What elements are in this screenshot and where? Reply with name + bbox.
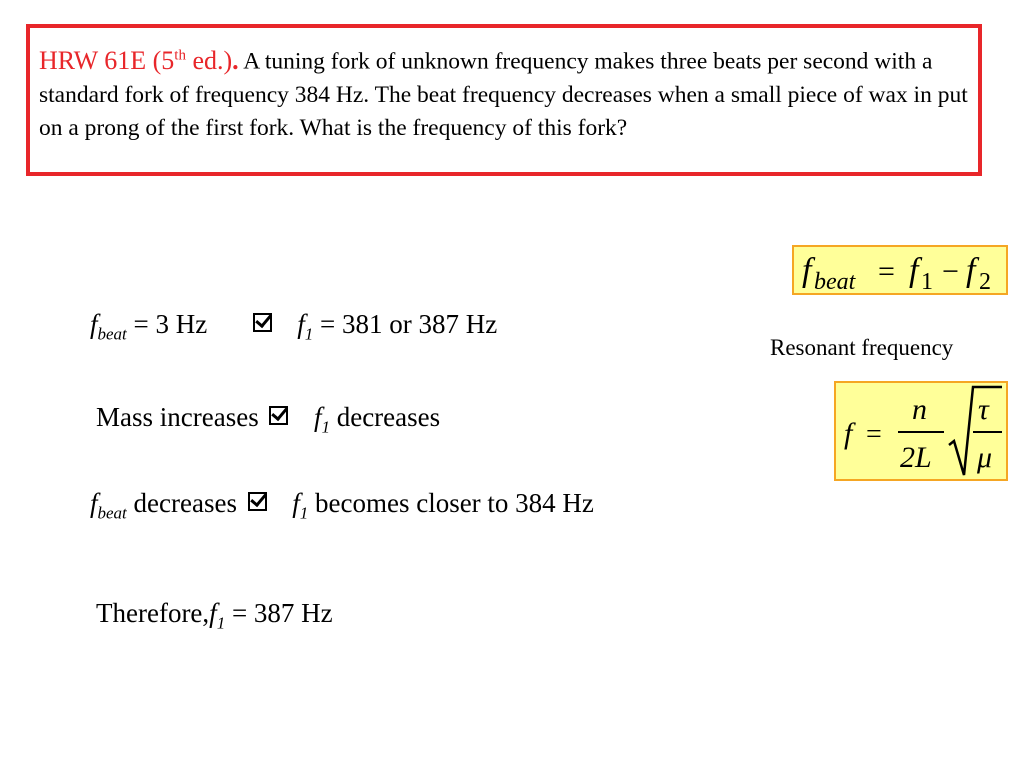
checkbox-arrow-icon (269, 406, 288, 425)
svg-text:=: = (878, 255, 895, 288)
beat-formula (794, 247, 1006, 293)
beat-decreases-line: $f_{beat}$ decreases $f_1$ becomes closer to 384 Hz (90, 488, 594, 523)
svg-text:f: f (909, 252, 919, 289)
svg-text:2L: 2L (900, 441, 932, 474)
mass-increases-line: Mass increases $f_1$ decreases (96, 402, 441, 437)
svg-text:1: 1 (921, 269, 933, 293)
svg-text:−: − (942, 255, 959, 288)
conclusion-line: $Therefore,f_1 = 387$ Hz (96, 598, 333, 633)
problem-statement-box (26, 24, 982, 176)
checkbox-arrow-icon (253, 313, 272, 332)
beat-formula-box (792, 245, 1008, 295)
resonant-frequency-label: Resonant frequency (770, 335, 954, 360)
svg-text:f: f (844, 417, 853, 450)
svg-text:f: f (966, 252, 976, 289)
svg-text:beat: beat (814, 269, 856, 293)
svg-text:=: = (866, 419, 882, 450)
problem-text: A tuning fork of unknown frequency makes three beats per second with a standard fork of frequency 384 Hz. The beat frequency decreases when a small piece of wax in put on a prong of the first fork. What is the frequency of this fork? (39, 48, 968, 141)
problem-title: HRW 61E (5th ed.). (39, 45, 239, 75)
svg-text:f: f (802, 252, 812, 289)
svg-text:n: n (912, 393, 927, 426)
svg-text:2: 2 (979, 269, 991, 293)
svg-text:μ: μ (977, 441, 993, 474)
svg-text:τ: τ (978, 393, 989, 426)
resonant-formula (836, 383, 1006, 479)
beat-frequency-line: $f_{beat} = 3$ Hz $f_1 = 381$ or 387 Hz (90, 309, 498, 344)
resonant-formula-box (834, 381, 1008, 481)
checkbox-arrow-icon (248, 492, 267, 511)
